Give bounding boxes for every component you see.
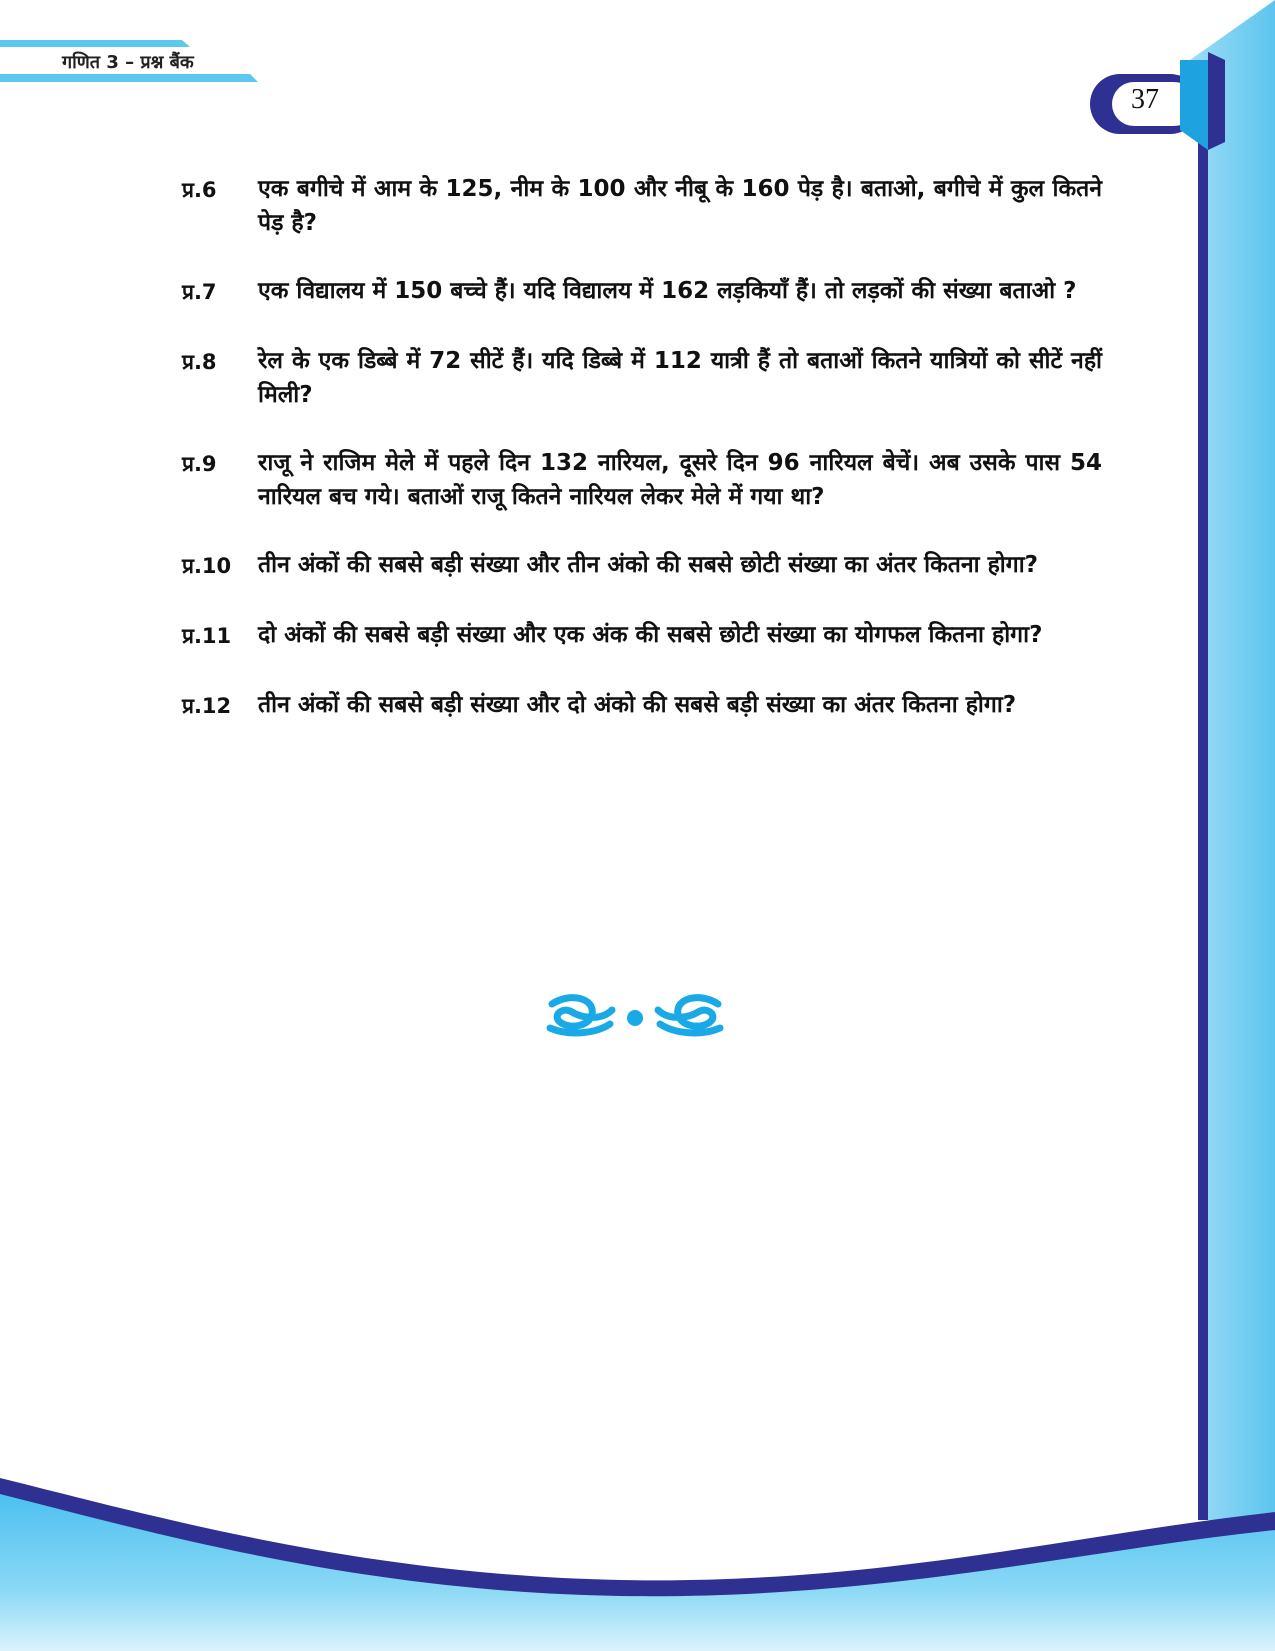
question-text: तीन अंकों की सबसे बड़ी संख्या और दो अंको की सबसे बड़ी संख्या का अंतर कितना होगा?: [258, 692, 1017, 718]
tab-flap: [1180, 60, 1208, 150]
ornament-icon: [540, 990, 730, 1040]
question-text: तीन अंकों की सबसे बड़ी संख्या और तीन अंको की सबसे छोटी संख्या का अंतर कितना होगा?: [258, 552, 1039, 578]
question-item: [182, 172, 1102, 240]
question-item: [182, 688, 1102, 724]
header-bar-bottom: [0, 74, 258, 82]
question-text: एक विद्यालय में 150 बच्चे हैं। यदि विद्यालय में 162 लड़कियाँ हैं। तो लड़कों की संख्या बताओ ?: [258, 278, 1077, 304]
question-item: [182, 274, 1102, 310]
question-list: [182, 172, 1102, 758]
question-item: [182, 618, 1102, 654]
question-text: रेल के एक डिब्बे में 72 सीटें हैं। यदि डिब्बे में 112 यात्री हैं तो बताओं कितने यात्रियों को सीटें नहीं मिली?: [258, 348, 1102, 408]
question-item: [182, 446, 1102, 514]
question-text: दो अंकों की सबसे बड़ी संख्या और एक अंक की सबसे छोटी संख्या का योगफल कितना होगा?: [258, 622, 1043, 648]
question-text: राजू ने राजिम मेले में पहले दिन 132 नारियल, दूसरे दिन 96 नारियल बेचें। अब उसके पास 54 नारियल बच गये। बताओं राजू कितने नारियल लेकर मेले में गया था?: [258, 450, 1102, 510]
page-number: 37: [1131, 84, 1159, 115]
question-number: प्र.9: [182, 452, 217, 476]
question-item: [182, 548, 1102, 584]
header-bar-top: [0, 40, 190, 47]
header-title: गणित 3 – प्रश्न बैंक: [62, 52, 194, 73]
question-text: एक बगीचे में आम के 125, नीम के 100 और नीबू के 160 पेड़ है। बताओ, बगीचे में कुल कितने पेड़ है?: [258, 176, 1102, 236]
side-line: [1198, 60, 1208, 1520]
question-number: प्र.10: [182, 554, 232, 578]
question-number: प्र.7: [182, 280, 217, 304]
question-number: प्र.12: [182, 694, 232, 718]
question-number: प्र.8: [182, 350, 217, 374]
question-number: प्र.6: [182, 178, 217, 202]
tab-flap-light: [1208, 52, 1225, 150]
bottom-wave-light: [0, 1494, 1275, 1651]
question-item: [182, 344, 1102, 412]
question-number: प्र.11: [182, 624, 232, 648]
